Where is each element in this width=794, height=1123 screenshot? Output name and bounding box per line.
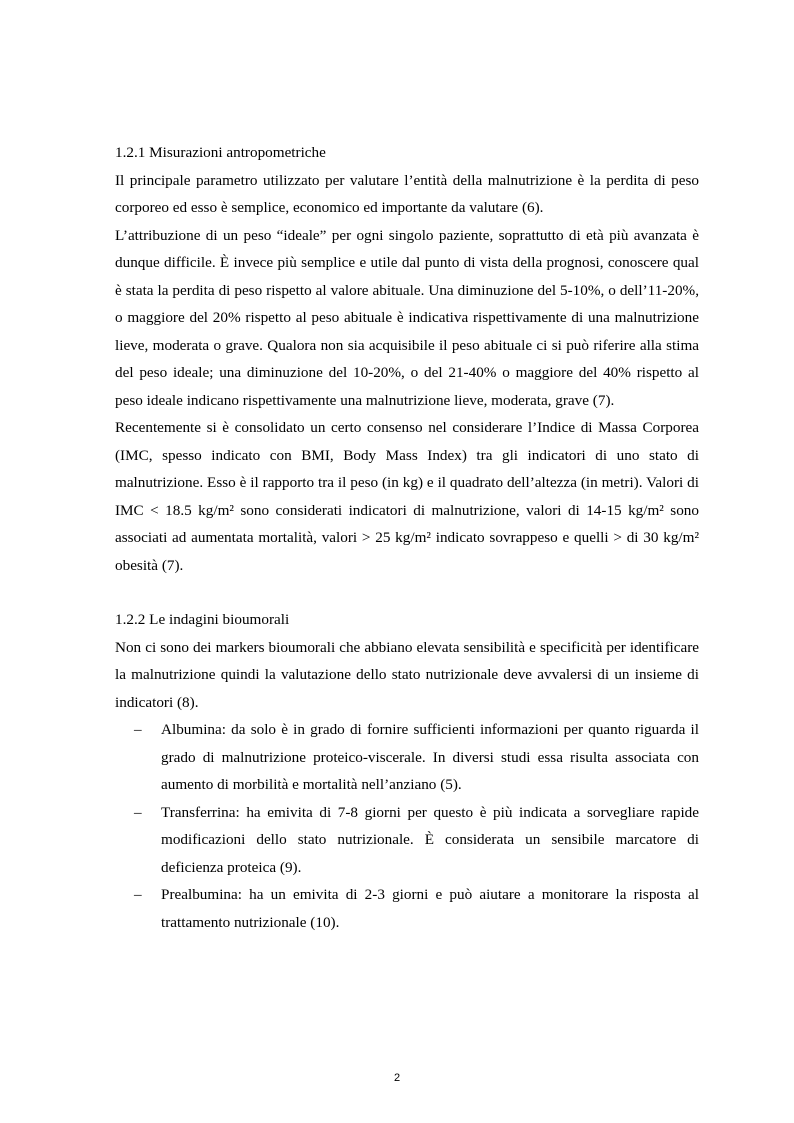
section-heading-indagini: 1.2.2 Le indagini bioumorali (115, 611, 290, 628)
paragraph-imc: Recentemente si è consolidato un certo consenso nel considerare l’Indice di Massa Corporea (IMC, spesso indicato con BMI, Body Mass Index) tra gli indicatori di uno stato di malnutrizione. Esso è il rapporto tra il peso (in kg) e il quadrato dell’altezza (in metri). Valori di IMC < 18.5 kg/m² sono considerati indicatori di malnutrizione, valori di 14-15 kg/m² sono associati ad aumentata mortalità, valori > 25 kg/m² indicato sovrappeso e quelli > di 30 kg/m² obesità (7). (115, 419, 699, 574)
bullet-dash: – (134, 886, 142, 903)
page-number: 2 (393, 1072, 401, 1084)
list-item-text: Albumina: da solo è in grado di fornire sufficienti informazioni per quanto riguarda il grado di malnutrizione proteico-viscerale. In diversi studi essa risulta associata con aumento di morbilità e mortalità nell’anziano (5). (161, 721, 699, 793)
bullet-dash: – (134, 721, 142, 738)
paragraph-perdita-peso: Il principale parametro utilizzato per valutare l’entità della malnutrizione è la perdita di peso corporeo ed esso è semplice, economico ed importante da valutare (6). (115, 171, 699, 216)
section-heading-misurazioni: 1.2.1 Misurazioni antropometriche (115, 144, 326, 161)
bullet-dash: – (134, 803, 142, 821)
paragraph-markers: Non ci sono dei markers bioumorali che abbiano elevata sensibilità e specificità per identificare la malnutrizione quindi la valutazione dello stato nutrizionale deve avvalersi di un insieme di indicatori (8). (115, 638, 699, 711)
indicator-list (115, 716, 699, 936)
list-item-text: Prealbumina: ha un emivita di 2-3 giorni e può aiutare a monitorare la risposta al trattamento nutrizionale (10). (161, 886, 699, 931)
paragraph-peso-ideale: L’attribuzione di un peso “ideale” per ogni singolo paziente, soprattutto di età più avanzata è dunque difficile. È invece più semplice e utile dal punto di vista della prognosi, conoscere qual è stata la perdita di peso rispetto al valore abituale. Una diminuzione del 5-10%, o dell’11-20%, o maggiore del 20% rispetto al peso abituale è indicativa rispettivamente di una malnutrizione lieve, moderata o grave. Qualora non sia acquisibile il peso abituale ci si può riferire alla stima del peso ideale; una diminuzione del 10-20%, o del 21-40% o maggiore del 40% rispetto al peso ideale indicano rispettivamente una malnutrizione lieve, moderata, grave (7). (115, 226, 699, 409)
page-content (115, 139, 699, 936)
section-spacer (115, 579, 699, 606)
list-item-text: Transferrina: ha emivita di 7-8 giorni per questo è più indicata a sorvegliare rapide modificazioni dello stato nutrizionale. È considerata un sensibile marcatore di deficienza proteica (9). (161, 803, 699, 876)
list-item-prealbumina (115, 881, 699, 936)
list-item-transferrina (115, 799, 699, 882)
list-item-albumina (115, 716, 699, 799)
